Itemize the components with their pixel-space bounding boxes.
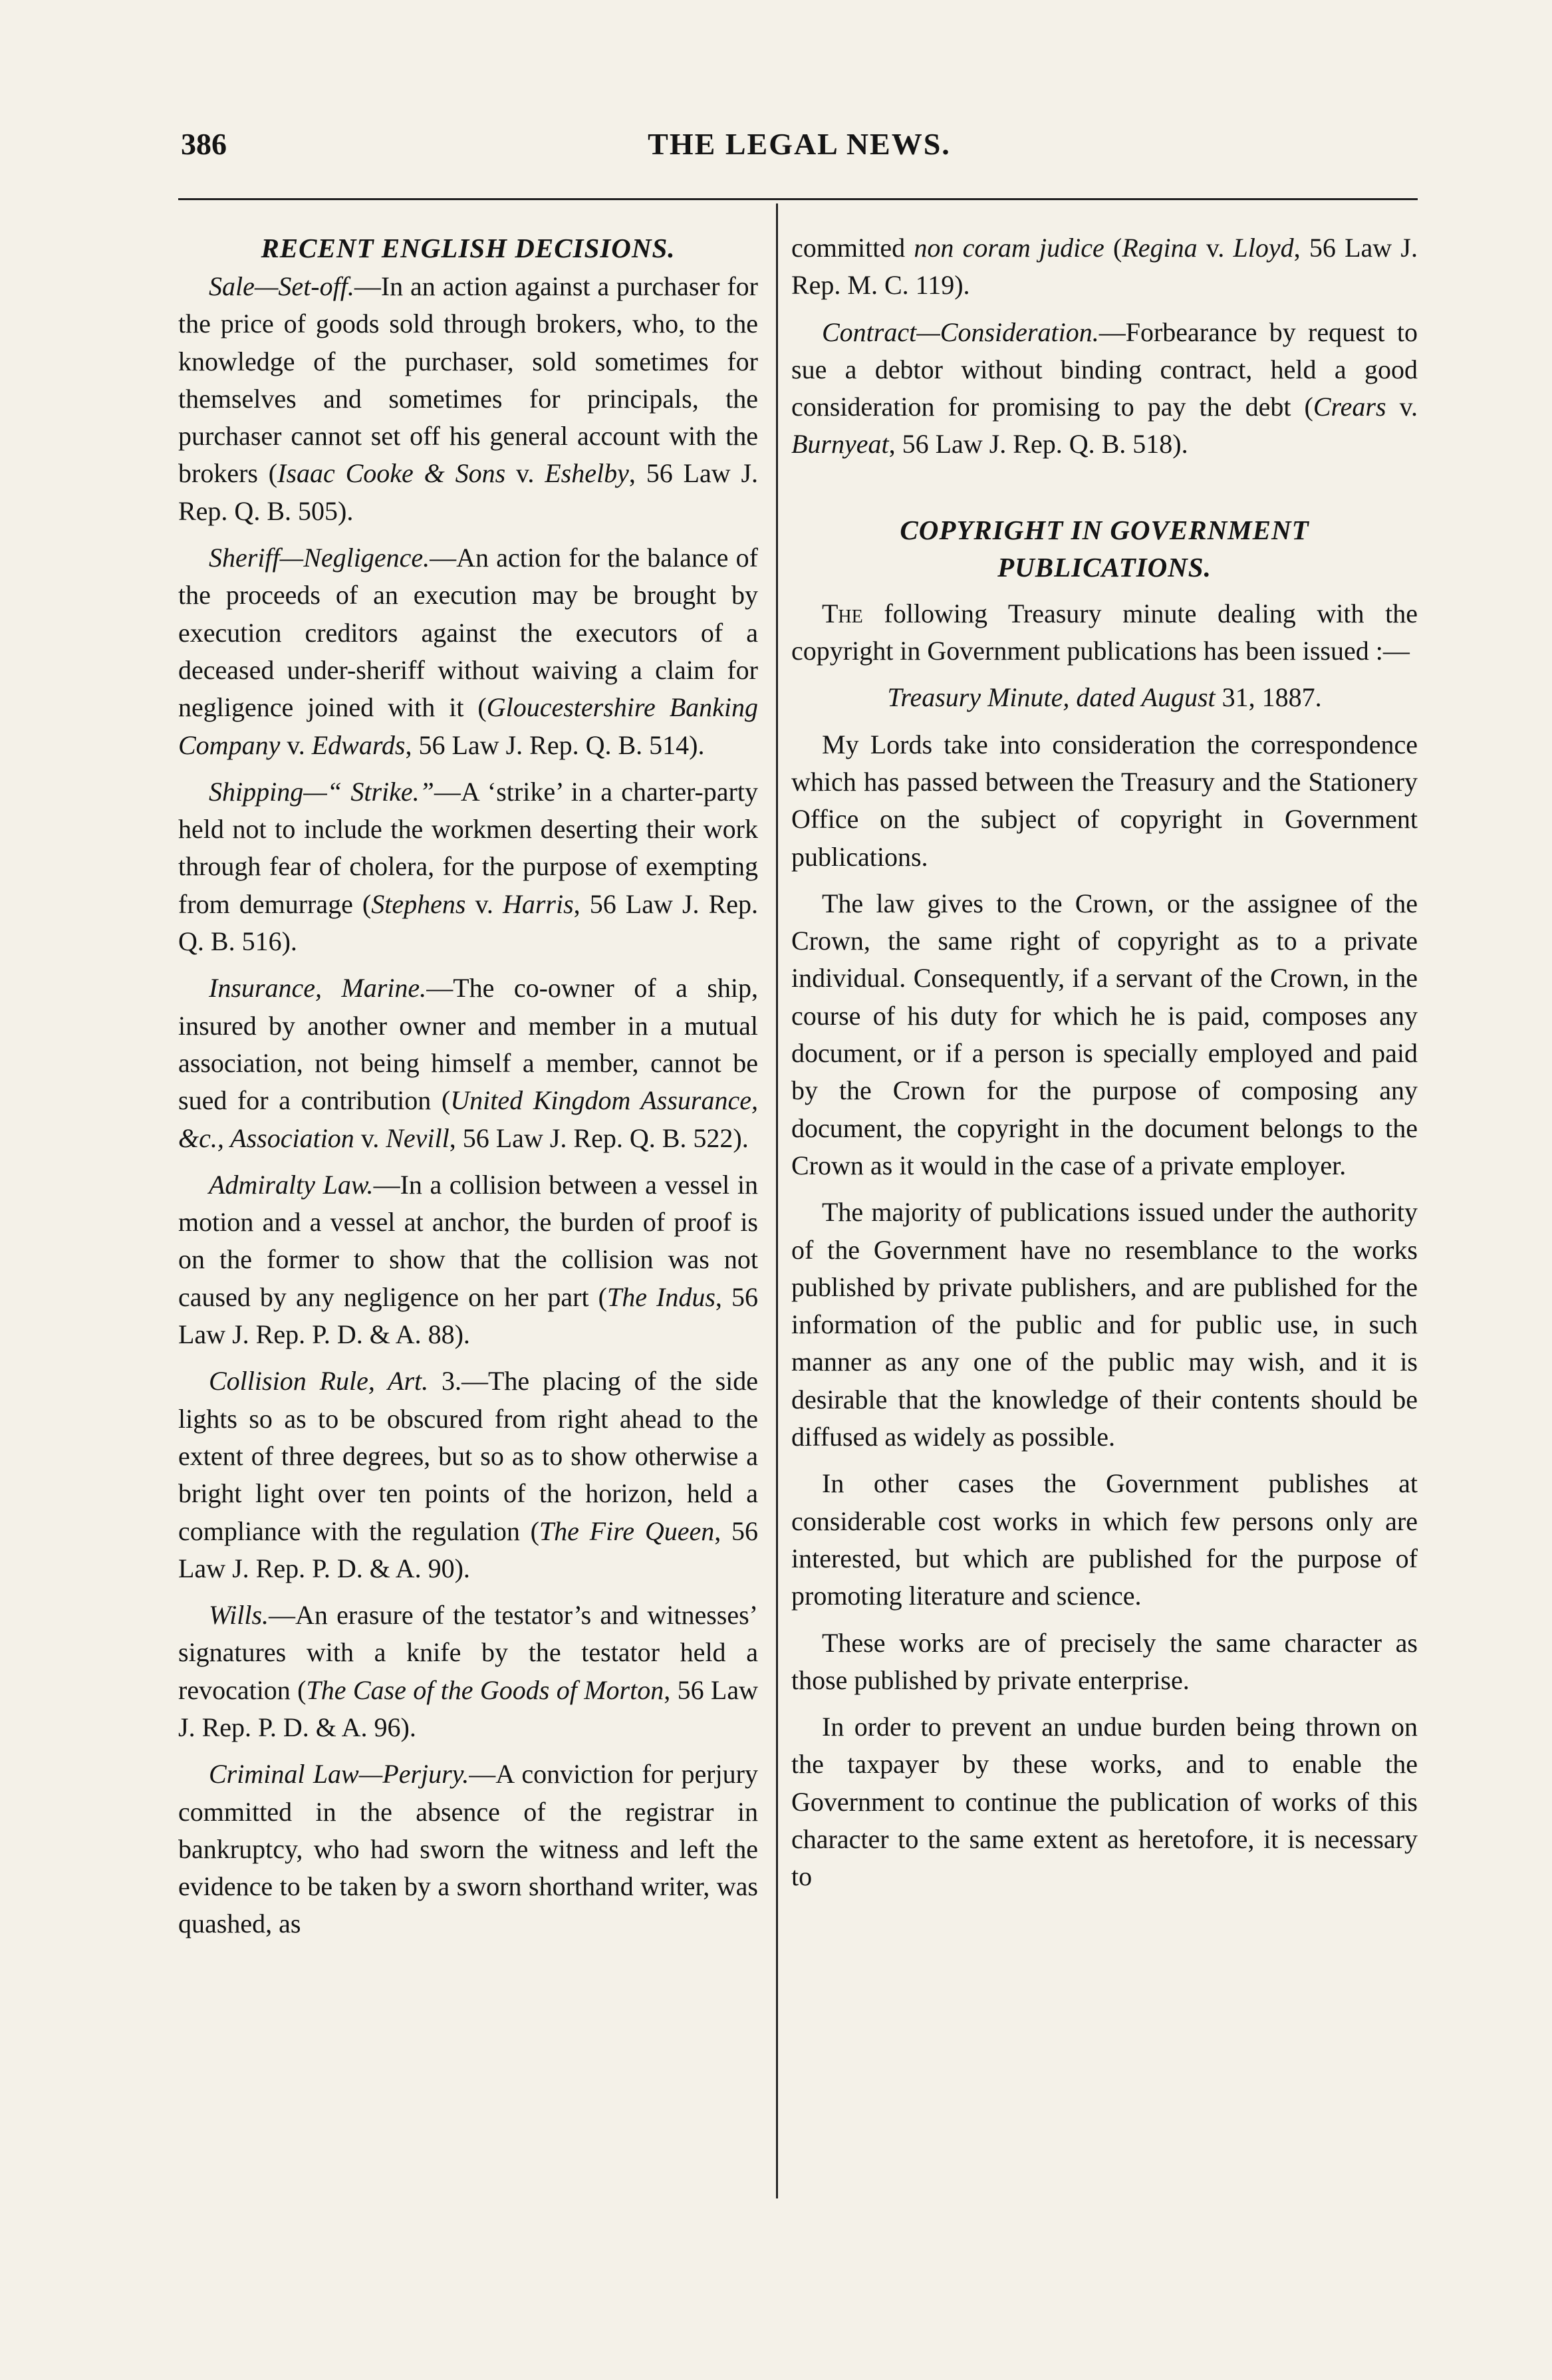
case-name: Stephens [371,888,466,919]
case-citation: , 56 Law J. Rep. Q. B. 514). [405,729,705,760]
header-rule [178,198,1418,200]
case-head: Wills. [209,1600,269,1631]
case-head: Shipping—“ Strike.” [209,776,434,807]
case-party: Harris [502,888,574,919]
case-paragraph [178,773,758,960]
dateline-label: Treasury Minute, dated August [887,682,1216,713]
case-citation: , 56 Law J. Rep. P. D. & A. 96). [178,1674,758,1742]
body-paragraph: These works are of precisely the same character as those published by private enterprise. [791,1627,1418,1695]
case-head: Contract—Consideration. [822,317,1099,347]
case-citation: , 56 Law J. Rep. Q. B. 522). [449,1123,749,1153]
case-head: Sheriff—Negligence. [209,543,430,573]
case-name: Regina [1122,233,1198,263]
case-text: —In an action against a purchaser for the price of goods sold through brokers, who, to the knowledge of the purchaser, sold sometimes for themselves and sometimes for principals, the purchaser cannot set off his general account with the brokers ( [178,271,758,489]
case-head: Insurance, Marine. [209,973,427,1003]
dateline-date: 31, 1887. [1215,682,1322,713]
case-paragraph [791,314,1418,463]
case-paragraph [178,1363,758,1587]
case-head: Criminal Law—Perjury. [209,1759,469,1789]
column-rule [776,203,778,2198]
body-paragraph: My Lords take into consideration the correspondence which has passed between the Treasury and the Stationery Office on the subject of copyright in Government publications. [791,729,1418,872]
case-name: The Indus [606,1281,715,1312]
body-paragraph: The majority of publications issued under the authority of the Government have no resemblance to the works published by private publishers, and are published for the information of the public and for public use, in such manner as any one of the public may wish, and it is desirable that the knowledge of their contents should be diffused as widely as possible. [791,1197,1418,1452]
case-party: Burnyeat [791,429,889,460]
right-column [791,229,1418,1905]
case-name: The Fire Queen [539,1516,715,1546]
case-citation: , 56 Law J. Rep. Q. B. 518). [888,429,1188,460]
body-paragraph: The law gives to the Crown, or the assignee of the Crown, the same right of copyright as to a private individual. Consequently, if a servant of the Crown, in the course of his duty for which he is paid, composes any document, or if a person is specially employed and paid by the Crown for the purpose of composing any document, the copyright in the document belongs to the Crown as it would in the case of a private employer. [791,888,1418,1180]
versus: v. [465,888,503,919]
case-name: United Kingdom Assurance, &c., Association [178,1085,759,1153]
case-citation: , 56 Law J. Rep. P. D. & A. 90). [178,1516,759,1583]
case-paragraph [178,539,758,764]
case-text: —The co-owner of a ship, insured by another owner and member in a mutual association, not being himself a member, cannot be sued for a contribution ( [178,973,759,1116]
section-title-decisions: RECENT ENGLISH DECISIONS. [261,233,676,263]
left-column [178,229,758,1952]
case-text: —Forbearance by request to sue a debtor without binding contract, held a good consideration for promising to pay the debt ( [791,317,1418,422]
body-paragraph: In order to prevent an undue burden being thrown on the taxpayer by these works, and to enable the Government to continue the publication of works of this character to the same extent as heretofore, it is necessary to [791,1712,1418,1892]
case-name: Isaac Cooke & Sons [277,458,506,489]
case-paragraph [178,1597,758,1746]
minute-dateline [791,679,1418,716]
case-text: —An erasure of the testator’s and witnesses’ signatures with a knife by the testator held a revocation ( [178,1600,758,1705]
case-party: Nevill [386,1123,450,1153]
case-head: Sale—Set-off. [209,271,354,301]
case-name: Gloucestershire Banking Company [178,692,758,760]
case-party: Edwards [311,729,406,760]
case-text: —A ‘strike’ in a charter-party held not to include the workmen deserting their work through fear of cholera, for the purpose of exempting from demurrage ( [178,776,758,919]
case-text: —A conviction for perjury committed in the absence of the registrar in bankruptcy, who had sworn the witness and left the evidence to be taken by a sworn shorthand writer, was quashed, as [178,1759,758,1939]
versus: v. [280,729,312,760]
page-header [181,126,1418,180]
case-paragraph [178,970,758,1156]
case-head: Admiralty Law. [209,1169,374,1200]
case-citation: , 56 Law J. Rep. P. D. & A. 88). [178,1281,758,1350]
versus: v. [505,458,545,489]
case-citation: , 56 Law J. Rep. Q. B. 505). [178,458,759,526]
case-party: Eshelby [545,458,629,489]
case-paragraph [178,268,758,530]
body-paragraph: In other cases the Government publishes at considerable cost works in which few persons only are interested, but which are published for the purpose of promoting literature and science. [791,1468,1418,1611]
case-citation: , 56 Law J. Rep. M. C. 119). [791,233,1418,301]
continuation-text: ( [1104,233,1122,263]
page-number: 386 [181,127,227,161]
versus: v. [1197,233,1233,263]
case-citation: , 56 Law J. Rep. Q. B. 516). [178,888,759,957]
intro-small-caps: The [822,598,863,628]
case-paragraph [178,1166,758,1353]
versus: v. [1386,392,1418,422]
intro-paragraph [791,595,1418,670]
case-continuation [791,229,1418,305]
case-name: The Case of the Goods of Morton [306,1674,664,1705]
latin-phrase: non coram judice [914,233,1104,263]
case-paragraph [178,1756,758,1942]
journal-title: THE LEGAL NEWS. [648,127,951,161]
case-head: Collision Rule, Art. [209,1366,429,1396]
case-text: 3.—The placing of the side lights so as to be obscured from right ahead to the extent of three degrees, but so as to show otherwise a bright light over ten points of the horizon, held a compliance with the regulation ( [178,1366,758,1546]
case-text: —An action for the balance of the proceeds of an execution may be brought by execution creditors against the executors of a deceased under-sheriff without waiving a claim for negligence joined with it ( [178,543,758,723]
case-text: —In a collision between a vessel in motion and a vessel at anchor, the burden of proof is on the former to show that the collision was not caused by any negligence on her part ( [178,1169,759,1312]
case-party: Lloyd [1233,233,1294,263]
section-title-copyright: COPYRIGHT IN GOVERNMENT PUBLICATIONS. [900,514,1309,583]
versus: v. [354,1123,386,1153]
continuation-text: committed [791,233,914,263]
case-name: Crears [1313,392,1386,422]
intro-text: following Treasury minute dealing with the copyright in Government publications has been issued :— [791,598,1418,666]
